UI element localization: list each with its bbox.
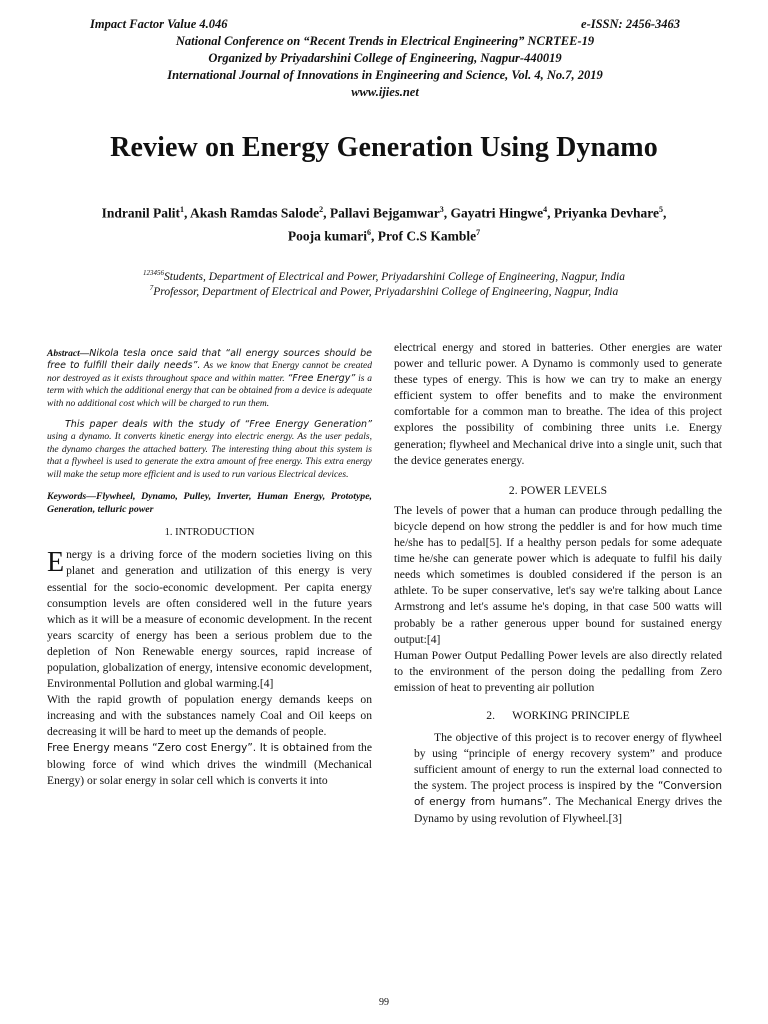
- paper-title: Review on Energy Generation Using Dynamo: [110, 132, 658, 163]
- author-list: Indranil Palit$^1$, Akash Ramdas Salode$^2$, Pallavi Bejgamwar$^3$, Gayatri Hingwe$^4$, Priyanka Devhare$^5$, Pooja kumari$^6$, Prof C.S Kamble$^7$: [101, 205, 667, 243]
- keywords: Keywords—Flywheel, Dynamo, Pulley, Inverter, Human Energy, Prototype, Generation, telluric power: [47, 491, 372, 515]
- working-principle-block: [394, 730, 722, 827]
- journal-name: International Journal of Innovations in Engineering and Science, Vol. 4, No.7, 2019: [167, 68, 603, 82]
- conference-name: National Conference on “Recent Trends in Electrical Engineering” NCRTEE-19: [175, 34, 595, 48]
- right-paragraph-1: electrical energy and stored in batteries. Other energies are water power and telluric power. A Dynamo is commonly used to generate these types of energy. This is how we can try to make an energy efficient system to offer benefits and to make the environment comfortable for a common man to breathe. The idea of this project explores the possibility of combining three units i.e. Energy generation; flywheel and Mechanical drive into a single unit, such that the device generates energy.: [394, 341, 722, 467]
- page-number: 99: [379, 997, 389, 1008]
- right-column: [394, 340, 722, 827]
- section-heading-working-principle: 2. WORKING PRINCIPLE: [486, 708, 630, 722]
- working-principle-paragraph: The objective of this project is to recover energy of flywheel by using “principle of energy recovery system” and produce sufficient amount of energy to run the external load connected to the system. The project process is inspired by the “Conversion of energy from humans”. The Mechanical Energy drives the Dynamo by using revolution of Flywheel.[3]: [414, 731, 722, 825]
- organizer: Organized by Priyadarshini College of Engineering, Nagpur-440019: [208, 51, 562, 65]
- impact-factor: Impact Factor Value 4.046: [90, 17, 228, 31]
- abstract: Abstract—Nikola tesla once said that “all energy sources should be free to fulfill their daily needs”. As we know that Energy cannot be created nor destroyed as it exists throughout space and within matter. “Free Energy” is a term with which the additional energy that can be obtained from a device is adequate with no additional cost which will be charged to run them. This paper deals with the study of “Free Energy Generation” using a dynamo. It converts kinetic energy into electric energy. As the user pedals, the dynamo charges the attached battery. The interesting thing about this system is that a flywheel is used to generate the extra amount of free energy. This extra energy will make the setup more efficient and is used to run various Electrical devices.: [47, 348, 372, 480]
- intro-paragraph-3: Free Energy means “Zero cost Energy”. It is obtained from the blowing force of wind which drives the windmill (Mechanical Energy) or solar energy in solar cell which is converts it into: [47, 741, 373, 787]
- eissn: e-ISSN: 2456-3463: [581, 17, 680, 31]
- intro-paragraph-1: Energy is a driving force of the modern societies living on this planet and generation and utilization of this energy is very essential for the socio-economic development. Per capita energy consumption levels are often considered well in the future years which as it will be a measure of economic development. In the recent years scarcity of energy has been a serious problem due to the depletion of Non Renewable energy sources, rapid increase of population, globalization of energy, intensive economic development, Environmental Pollution and global warming.[4]: [47, 547, 372, 691]
- left-column: [47, 348, 372, 789]
- power-levels-paragraph: The levels of power that a human can produce through pedalling the bicycle depend on how strong the peddler is and for how much time he/she has to pedal[5]. If a healthy person pedals for some adequate time he/she can generate power which is adequate to fulfil his daily needs which sometimes is doubled considered if the person is an athlete. To be super conservative, let's say we're talking about Lance Armstrong and let's assume he's doping, in that case 500 watts will probably be a rather generous upper bound for sustained energy output:[4]: [394, 503, 722, 646]
- journal-url[interactable]: www.ijies.net: [351, 85, 419, 99]
- affiliation-professor: $^7$Professor, Department of Electrical and Power, Priyadarshini College of Engineering, Nagpur, India: [149, 284, 619, 298]
- power-output-paragraph: Human Power Output Pedalling Power levels are also directly related to the environment of the person doing the pedalling from Zero emission of heat to preventing air pollution: [394, 648, 722, 694]
- section-heading-introduction: 1. INTRODUCTION: [164, 527, 255, 539]
- drop-cap: E: [47, 547, 65, 579]
- affiliation-students: $^{123456}$Students, Department of Electrical and Power, Priyadarshini College of Engineering, Nagpur, India: [143, 269, 625, 283]
- section-heading-power-levels: 2. POWER LEVELS: [508, 483, 608, 497]
- intro-paragraph-2: With the rapid growth of population energy demands keeps on increasing and with the substances namely Coal and Oil keeps on decreasing it will be hard to meet up the demands of people.: [47, 693, 372, 739]
- journal-header-row: [90, 16, 680, 32]
